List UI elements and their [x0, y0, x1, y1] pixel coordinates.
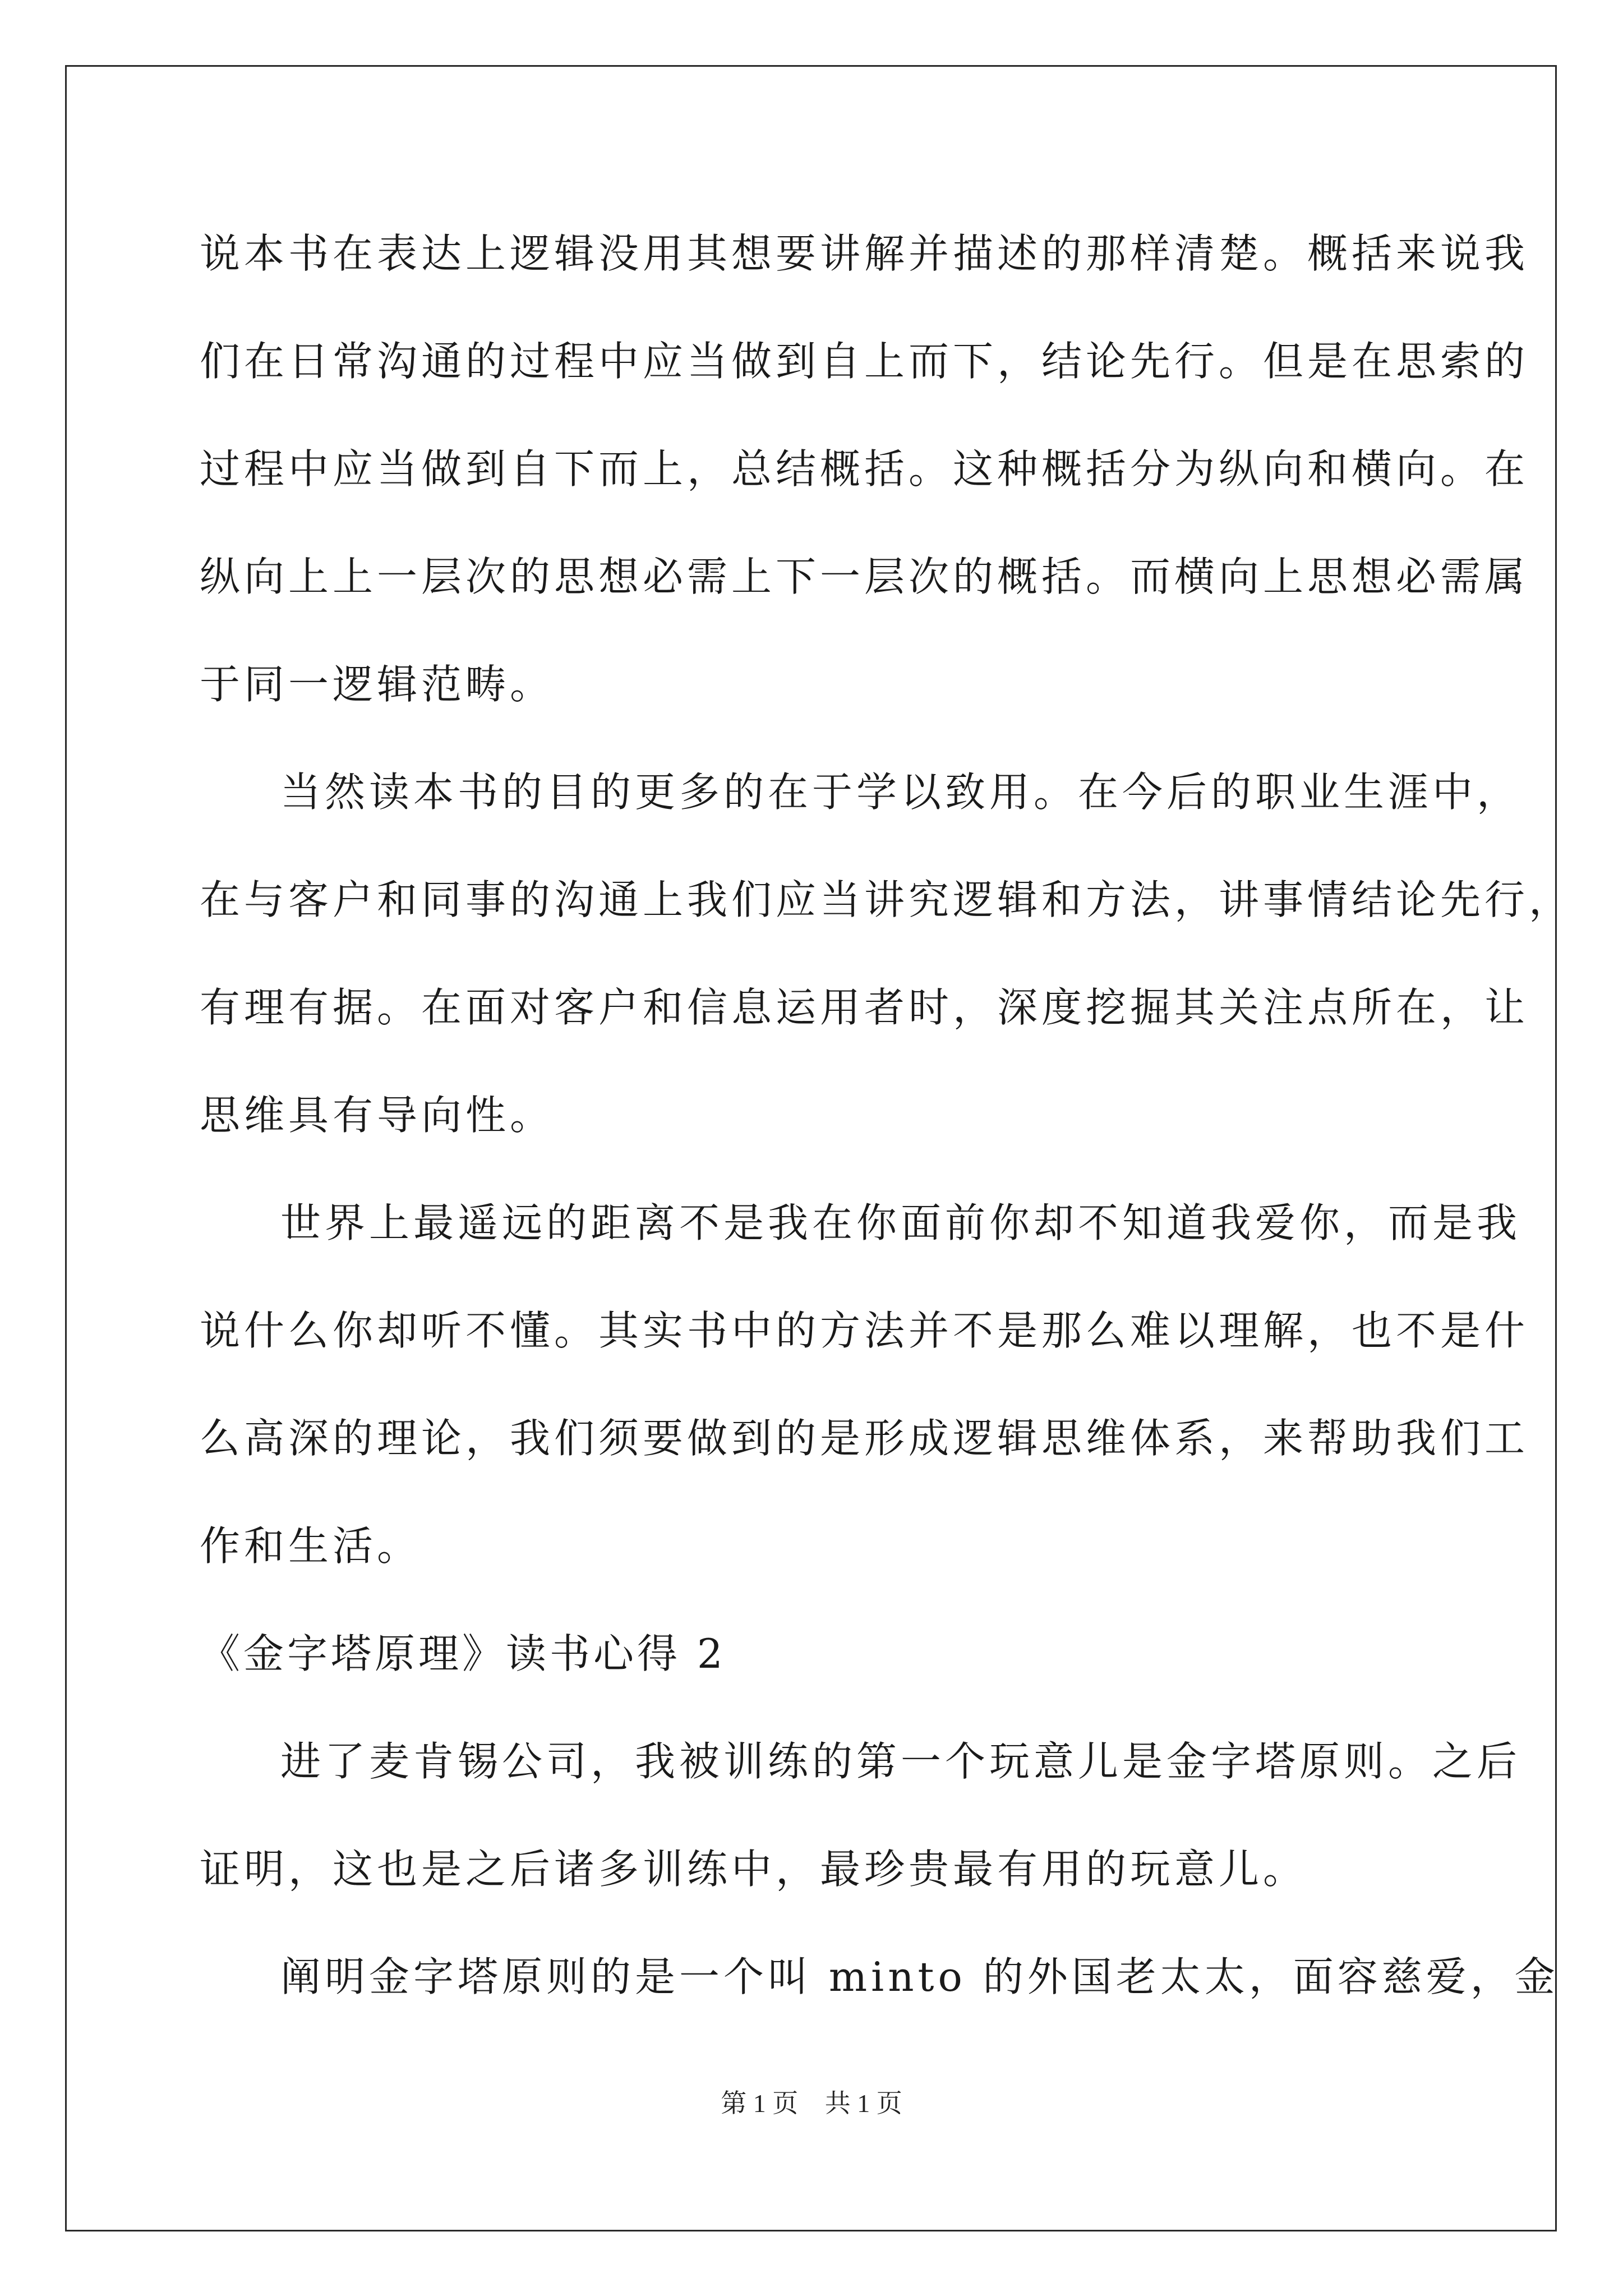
paragraph-line: 么高深的理论，我们须要做到的是形成逻辑思维体系，来帮助我们工	[200, 1415, 1529, 1462]
paragraph-line: 思维具有导向性。	[200, 1092, 555, 1139]
page-count: 共 1 页	[824, 2089, 902, 2118]
paragraph-line: 说本书在表达上逻辑没用其想要讲解并描述的那样清楚。概括来说我	[200, 230, 1529, 277]
paragraph-line: 证明，这也是之后诸多训练中，最珍贵最有用的玩意儿。	[200, 1846, 1308, 1893]
paragraph-line: 当然读本书的目的更多的在于学以致用。在今后的职业生涯中，	[280, 769, 1521, 816]
paragraph-line: 说什么你却听不懂。其实书中的方法并不是那么难以理解，也不是什	[200, 1307, 1529, 1354]
paragraph-line: 在与客户和同事的沟通上我们应当讲究逻辑和方法，讲事情结论先行，	[200, 876, 1574, 923]
paragraph-line: 纵向上上一层次的思想必需上下一层次的概括。而横向上思想必需属	[200, 553, 1529, 600]
paragraph-line: 进了麦肯锡公司，我被训练的第一个玩意儿是金字塔原则。之后	[280, 1738, 1521, 1785]
paragraph-line: 有理有据。在面对客户和信息运用者时，深度挖掘其关注点所在，让	[200, 984, 1529, 1031]
page-footer	[0, 2087, 1623, 2120]
paragraph-line: 于同一逻辑范畴。	[200, 661, 555, 708]
paragraph-line: 阐明金字塔原则的是一个叫 minto 的外国老太太，面容慈爱，金	[280, 1953, 1559, 2000]
section-heading: 《金字塔原理》读书心得 2	[200, 1630, 726, 1677]
page-number: 第 1 页	[721, 2089, 799, 2118]
page-border	[65, 65, 1574, 2231]
paragraph-line: 世界上最遥远的距离不是我在你面前你却不知道我爱你，而是我	[280, 1199, 1521, 1246]
paragraph-line: 作和生活。	[200, 1522, 422, 1570]
paragraph-line: 们在日常沟通的过程中应当做到自上而下，结论先行。但是在思索的	[200, 338, 1529, 385]
paragraph-line: 过程中应当做到自下而上，总结概括。这种概括分为纵向和横向。在	[200, 445, 1529, 493]
